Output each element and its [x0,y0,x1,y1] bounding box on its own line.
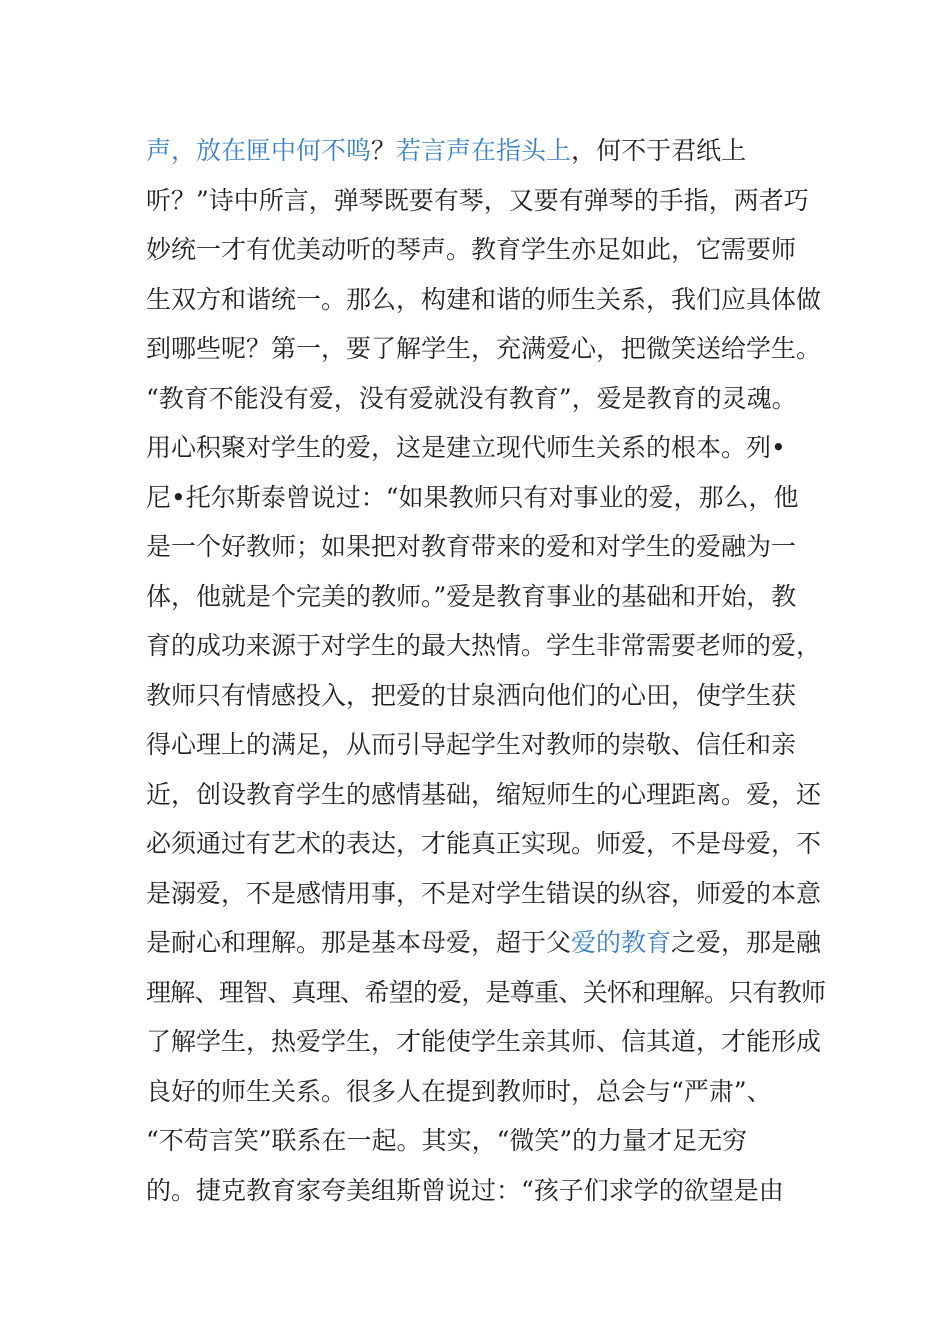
text-line [146,522,826,572]
text-line [146,869,826,919]
text-segment: 是溺爱，不是感情用事，不是对学生错误的纵容，师爱的本意 [146,878,822,908]
body-paragraph [146,126,826,1215]
inline-link[interactable]: 放在匣中何不鸣 [196,136,372,165]
text-segment: 尼•托尔斯泰曾说过：“如果教师只有对事业的爱，那么，他 [146,482,799,512]
text-segment: 了解学生，热爱学生，才能使学生亲其师、信其道，才能形成 [146,1027,822,1056]
text-line [146,324,826,374]
text-line [146,374,826,424]
text-line [146,225,826,275]
text-segment: 体，他就是个完美的教师。”爱是教育事业的基础和开始，教 [146,581,797,611]
text-line [146,770,826,820]
text-segment: 生双方和谐统一。那么，构建和谐的师生关系，我们应具体做 [146,284,822,314]
text-segment: “教育不能没有爱，没有爱就没有教育”，爱是教育的灵魂。 [146,383,797,413]
text-line [146,176,826,226]
text-segment: 到哪些呢？第一，要了解学生，充满爱心，把微笑送给学生。 [146,334,822,363]
text-segment: “不苟言笑”联系在一起。其实，“微笑”的力量才足无穷 [146,1126,748,1155]
text-line [146,473,826,523]
text-line [146,1017,826,1067]
text-line [146,1166,826,1216]
text-segment: ？ [371,136,397,165]
text-line [146,918,826,968]
text-segment: 教师只有情感投入，把爱的甘泉洒向他们的心田，使学生获 [146,680,797,710]
text-segment: 是一个好教师；如果把对教育带来的爱和对学生的爱融为一 [146,532,797,561]
text-segment: 得心理上的满足，从而引导起学生对教师的崇敬、信任和亲 [146,730,797,759]
text-segment: 育的成功来源于对学生的最大热情。学生非常需要老师的爱， [146,631,822,660]
text-segment: 理解、理智、真理、希望的爱，是尊重、关怀和理解。只有教师 [146,977,826,1007]
text-segment: 之爱，那是融 [671,928,822,957]
text-segment: 是耐心和理解。那是基本母爱，超于父 [146,928,572,957]
text-line [146,1116,826,1166]
text-segment: 近，创设教育学生的感情基础，缩短师生的心理距离。爱，还 [146,779,822,809]
text-segment: 的。捷克教育家夸美组斯曾说过：“孩子们求学的欲望是由 [146,1175,784,1205]
text-line [146,1067,826,1117]
text-segment: 必须通过有艺术的表达，才能真正实现。师爱，不是母爱，不 [146,829,822,858]
text-segment: 妙统一才有优美动听的琴声。教育学生亦足如此，它需要师 [146,235,797,264]
text-line [146,621,826,671]
text-segment: 良好的师生关系。很多人在提到教师时，总会与“严肃”、 [146,1076,772,1106]
text-line [146,572,826,622]
inline-link[interactable]: 爱的教育 [571,928,672,957]
text-line [146,671,826,721]
text-line [146,126,826,176]
inline-link[interactable]: 若言声在指头上 [396,136,572,165]
text-line [146,819,826,869]
text-line [146,968,826,1018]
text-line [146,720,826,770]
text-line [146,423,826,473]
text-segment: 听？”诗中所言，弹琴既要有琴，又要有弹琴的手指，两者巧 [146,185,809,215]
text-segment: ，何不于君纸上 [571,136,747,165]
text-line [146,275,826,325]
inline-link[interactable]: 声， [146,136,197,165]
text-segment: 用心积聚对学生的爱，这是建立现代师生关系的根本。列• [146,433,786,462]
